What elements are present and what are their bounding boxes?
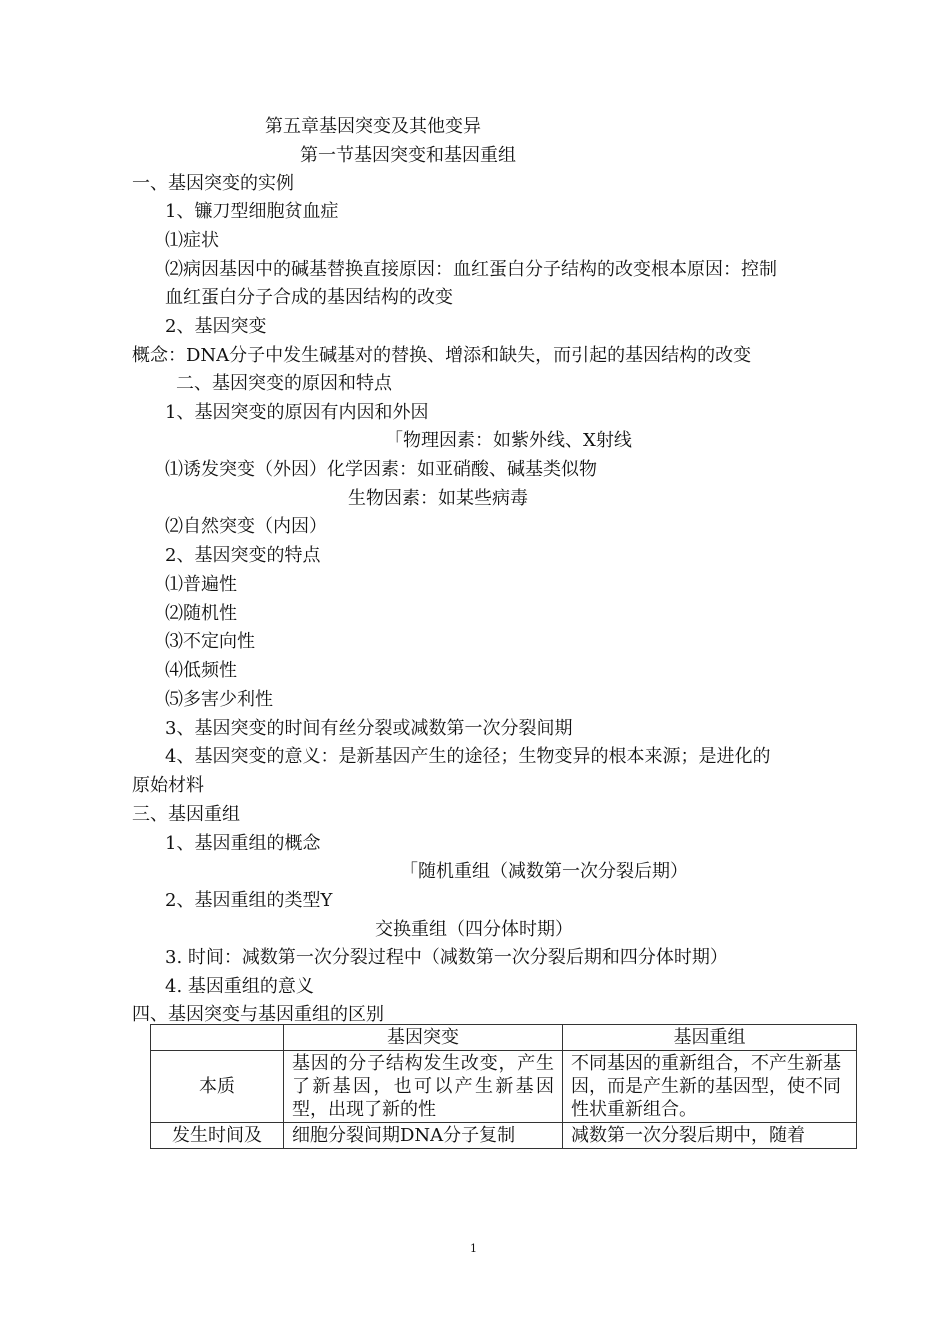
heading-1: 一、基因突变的实例 <box>132 173 294 194</box>
chapter-title: 第五章基因突变及其他变异 <box>265 116 481 137</box>
table-cell: 本质 <box>151 1051 284 1123</box>
table-row <box>151 1123 857 1149</box>
significance-line2: 原始材料 <box>132 775 204 796</box>
feature-4: ⑷低频性 <box>165 660 237 681</box>
table-cell: 发生时间及 <box>151 1123 284 1149</box>
subheading-2-1: 1、基因突变的原因有内因和外因 <box>165 402 429 423</box>
section-title: 第一节基因突变和基因重组 <box>300 145 516 166</box>
biological-factor: 生物因素：如某些病毒 <box>348 488 528 509</box>
random-recombination: 「随机重组（减数第一次分裂后期） <box>400 861 688 882</box>
table-header-cell <box>151 1025 284 1051</box>
feature-1: ⑴普遍性 <box>165 574 237 595</box>
table-header-row <box>151 1025 857 1051</box>
induced-mutation: ⑴诱发突变（外因）化学因素：如亚硝酸、碱基类似物 <box>165 459 597 480</box>
comparison-table <box>150 1024 857 1149</box>
feature-2: ⑵随机性 <box>165 603 237 624</box>
page-number: 1 <box>470 1242 477 1255</box>
feature-3: ⑶不定向性 <box>165 631 255 652</box>
subheading-2-2: 2、基因突变的特点 <box>165 545 321 566</box>
subheading-3-2: 2、基因重组的类型Y <box>165 890 333 911</box>
heading-3: 三、基因重组 <box>132 804 240 825</box>
table-cell: 减数第一次分裂后期中，随着 <box>563 1123 857 1149</box>
significance-line1: 4、基因突变的意义：是新基因产生的途径；生物变异的根本来源；是进化的 <box>165 746 771 767</box>
table-header-cell: 基因重组 <box>563 1025 857 1051</box>
item-symptom: ⑴症状 <box>165 230 219 251</box>
subheading-1-1: 1、镰刀型细胞贫血症 <box>165 201 339 222</box>
natural-mutation: ⑵自然突变（内因） <box>165 516 327 537</box>
table-header-cell: 基因突变 <box>284 1025 563 1051</box>
exchange-recombination: 交换重组（四分体时期） <box>375 919 573 940</box>
subheading-2-3: 3、基因突变的时间有丝分裂或减数第一次分裂间期 <box>165 718 573 739</box>
item-cause-line2: 血红蛋白分子合成的基因结构的改变 <box>165 287 453 308</box>
concept-text: 概念：DNA分子中发生碱基对的替换、增添和缺失，而引起的基因结构的改变 <box>132 345 752 366</box>
table-cell: 不同基因的重新组合，不产生新基因，而是产生新的基因型，使不同性状重新组合。 <box>563 1051 857 1123</box>
subheading-1-2: 2、基因突变 <box>165 316 267 337</box>
item-cause-line1: ⑵病因基因中的碱基替换直接原因：血红蛋白分子结构的改变根本原因：控制 <box>165 259 777 280</box>
subheading-3-3: 3. 时间：减数第一次分裂过程中（减数第一次分裂后期和四分体时期） <box>165 947 728 968</box>
subheading-3-1: 1、基因重组的概念 <box>165 833 321 854</box>
table-cell: 细胞分裂间期DNA分子复制 <box>284 1123 563 1149</box>
subheading-3-4: 4. 基因重组的意义 <box>165 976 314 997</box>
feature-5: ⑸多害少利性 <box>165 689 273 710</box>
heading-4: 四、基因突变与基因重组的区别 <box>132 1004 384 1025</box>
table-cell: 基因的分子结构发生改变，产生了新基因，也可以产生新基因型，出现了新的性 <box>284 1051 563 1123</box>
table-row <box>151 1051 857 1123</box>
heading-2: 二、基因突变的原因和特点 <box>176 373 392 394</box>
physical-factor: 「物理因素：如紫外线、X射线 <box>385 430 632 451</box>
